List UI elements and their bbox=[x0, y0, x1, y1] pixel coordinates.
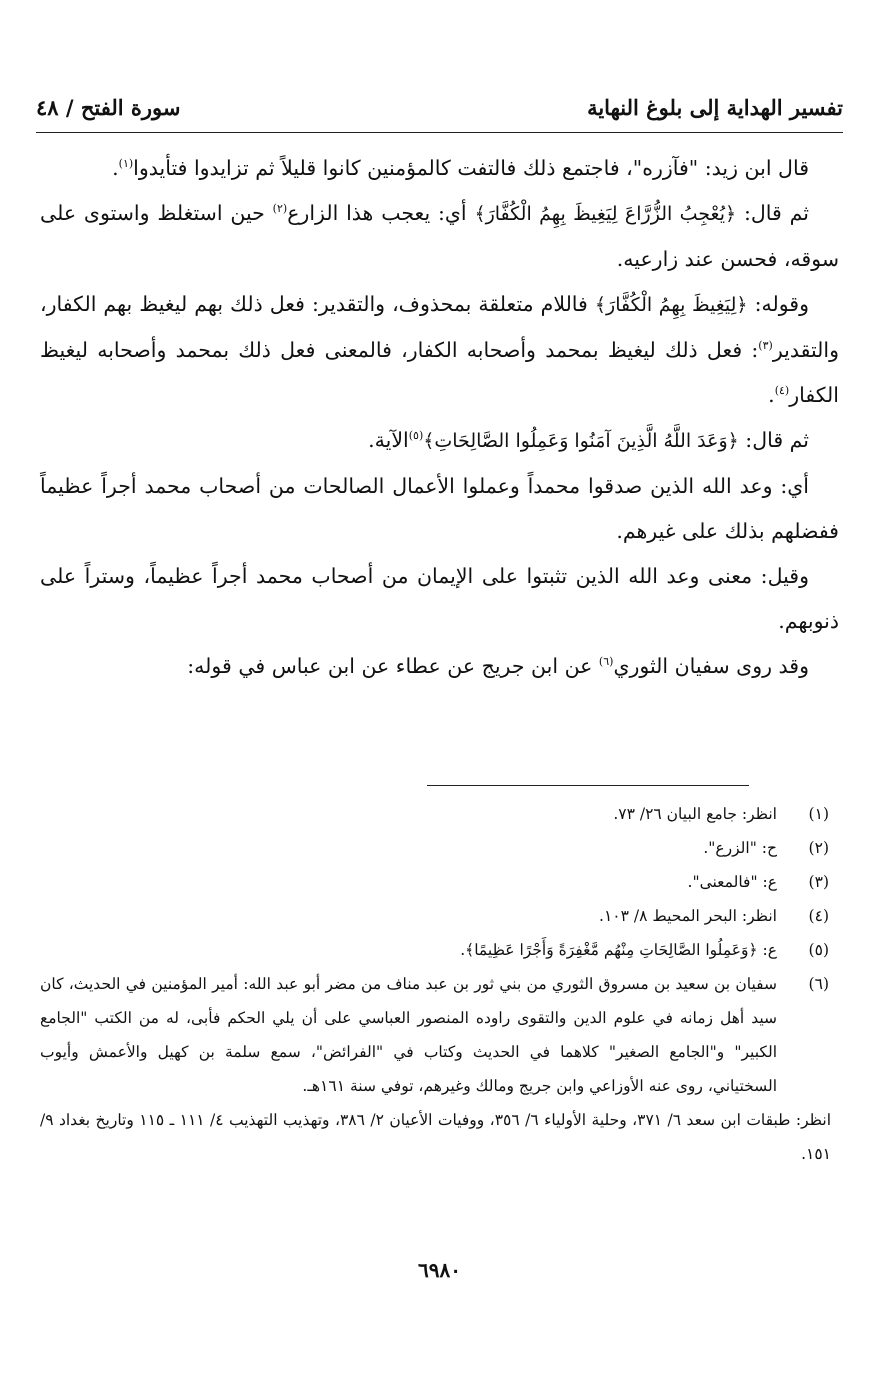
footnote-text: سفيان بن سعيد بن مسروق الثوري من بني ثور بن عبد مناف من مضر أبو عبد الله: أمير المؤمنين في الحديث، كان سيد أهل زمانه في علوم الدين والتقوى راوده المنصور العباسي على أن يلي الحكم فأبى، له من الكتب "الجامع الكبير" و"الجامع الصغير" كلاهما في الحديث وكتاب في "الفرائض"، سمع سلمة بن كهيل والأعمش وأيوب السختياني، روى عنه الأوزاعي وابن جريج ومالك وغيرهم، توفي سنة ١٦١هـ. bbox=[40, 975, 777, 1095]
paragraph-2 bbox=[40, 191, 839, 282]
footnote-item bbox=[40, 831, 831, 865]
running-header bbox=[36, 82, 843, 133]
surah-label: سورة الفتح / ٤٨ bbox=[36, 94, 181, 120]
footnote-number: (٢) bbox=[808, 839, 829, 857]
footnote-ref: (٥) bbox=[408, 429, 424, 443]
footnote-number: (٤) bbox=[808, 907, 829, 925]
footnote-item bbox=[40, 865, 831, 899]
footnote-text: ع: ﴿وَعَمِلُوا الصَّالِحَاتِ مِنْهُم مَّغْفِرَةً وَأَجْرًا عَظِيمًا﴾. bbox=[460, 941, 777, 959]
footnote-continuation: انظر: طبقات ابن سعد ٦/ ٣٧١، وحلية الأولياء ٦/ ٣٥٦، ووفيات الأعيان ٢/ ٣٨٦، وتهذيب التهذيب ٤/ ١١١ ـ ١١٥ وتاريخ بغداد ٩/ ١٥١. bbox=[40, 1111, 832, 1163]
footnote-ref: (٤) bbox=[774, 384, 790, 398]
text-run: وقد روى سفيان الثوري bbox=[613, 654, 809, 678]
quran-verse: ﴿يُعْجِبُ الزُّرَّاعَ لِيَغِيظَ بِهِمُ الْكُفَّارَ﴾ bbox=[474, 203, 737, 225]
text-run: أي: يعجب هذا الزارع bbox=[287, 201, 475, 225]
footnote-separator bbox=[427, 785, 749, 786]
footnote-ref: (٣) bbox=[758, 339, 773, 353]
text-run: ثم قال: bbox=[738, 428, 809, 452]
text-run: وقوله: bbox=[747, 292, 810, 316]
footnote-text: ح: "الزرع". bbox=[703, 839, 777, 857]
footnotes bbox=[40, 797, 831, 1171]
paragraph-6: وقيل: معنى وعد الله الذين تثبتوا على الإيمان من أصحاب محمد أجراً عظيماً، وستراً على ذنوبهم. bbox=[40, 564, 839, 633]
main-text bbox=[40, 146, 839, 689]
footnote-number: (٥) bbox=[808, 941, 829, 959]
footnote-number: (١) bbox=[808, 805, 829, 823]
text-run: : فعل ذلك ليغيظ بمحمد وأصحابه الكفار، فالمعنى فعل ذلك بمحمد وأصحابه ليغيظ الكفار bbox=[40, 338, 839, 407]
text-run: فاللام متعلقة بمحذوف، والتقدير: فعل ذلك بهم ليغيظ بهم الكفار، والتقدير bbox=[40, 292, 839, 362]
footnote-item bbox=[40, 933, 831, 967]
text-run: . bbox=[768, 383, 775, 407]
footnote-text: ع: "فالمعنى". bbox=[687, 873, 777, 891]
footnote-item bbox=[40, 967, 831, 1103]
text-run: حين استغلظ واستوى على سوقه، فحسن عند زارعيه. bbox=[40, 201, 839, 271]
footnote-text: انظر: جامع البيان ٢٦/ ٧٣. bbox=[613, 805, 777, 823]
footnote-number: (٣) bbox=[808, 873, 829, 891]
footnote-ref: (٢) bbox=[272, 202, 288, 216]
footnote-item bbox=[40, 899, 831, 933]
footnote-text: انظر: البحر المحيط ٨/ ١٠٣. bbox=[599, 907, 777, 925]
footnote-ref: (٦) bbox=[598, 655, 614, 669]
paragraph-5: أي: وعد الله الذين صدقوا محمداً وعملوا الأعمال الصالحات من أصحاب محمد أجراً عظيماً ففضلهم بذلك على غيرهم. bbox=[40, 474, 839, 543]
quran-verse: ﴿لِيَغِيظَ بِهِمُ الْكُفَّارَ﴾ bbox=[594, 294, 748, 316]
paragraph-4 bbox=[40, 418, 839, 464]
text-run: ثم قال: bbox=[736, 201, 809, 225]
quran-verse: ﴿وَعَدَ اللَّهُ الَّذِينَ آمَنُوا وَعَمِلُوا الصَّالِحَاتِ﴾ bbox=[423, 430, 739, 452]
text-run: قال ابن زيد: "فآزره"، فاجتمع ذلك فالتفت كالمؤمنين كانوا قليلاً ثم تزايدوا فتأيدوا bbox=[133, 156, 809, 180]
paragraph-7 bbox=[40, 644, 839, 689]
text-run: الآية. bbox=[368, 428, 409, 452]
book-title: تفسير الهداية إلى بلوغ النهاية bbox=[587, 94, 843, 120]
paragraph-1 bbox=[40, 146, 839, 191]
footnote-item bbox=[40, 797, 831, 831]
footnote-ref: (١) bbox=[118, 157, 134, 171]
paragraph-3 bbox=[40, 282, 839, 418]
text-run: . bbox=[112, 156, 119, 180]
footnote-number: (٦) bbox=[808, 975, 829, 993]
page-number: ٦٩٨٠ bbox=[418, 1258, 461, 1282]
text-run: عن ابن جريج عن عطاء عن ابن عباس في قوله: bbox=[187, 654, 599, 678]
